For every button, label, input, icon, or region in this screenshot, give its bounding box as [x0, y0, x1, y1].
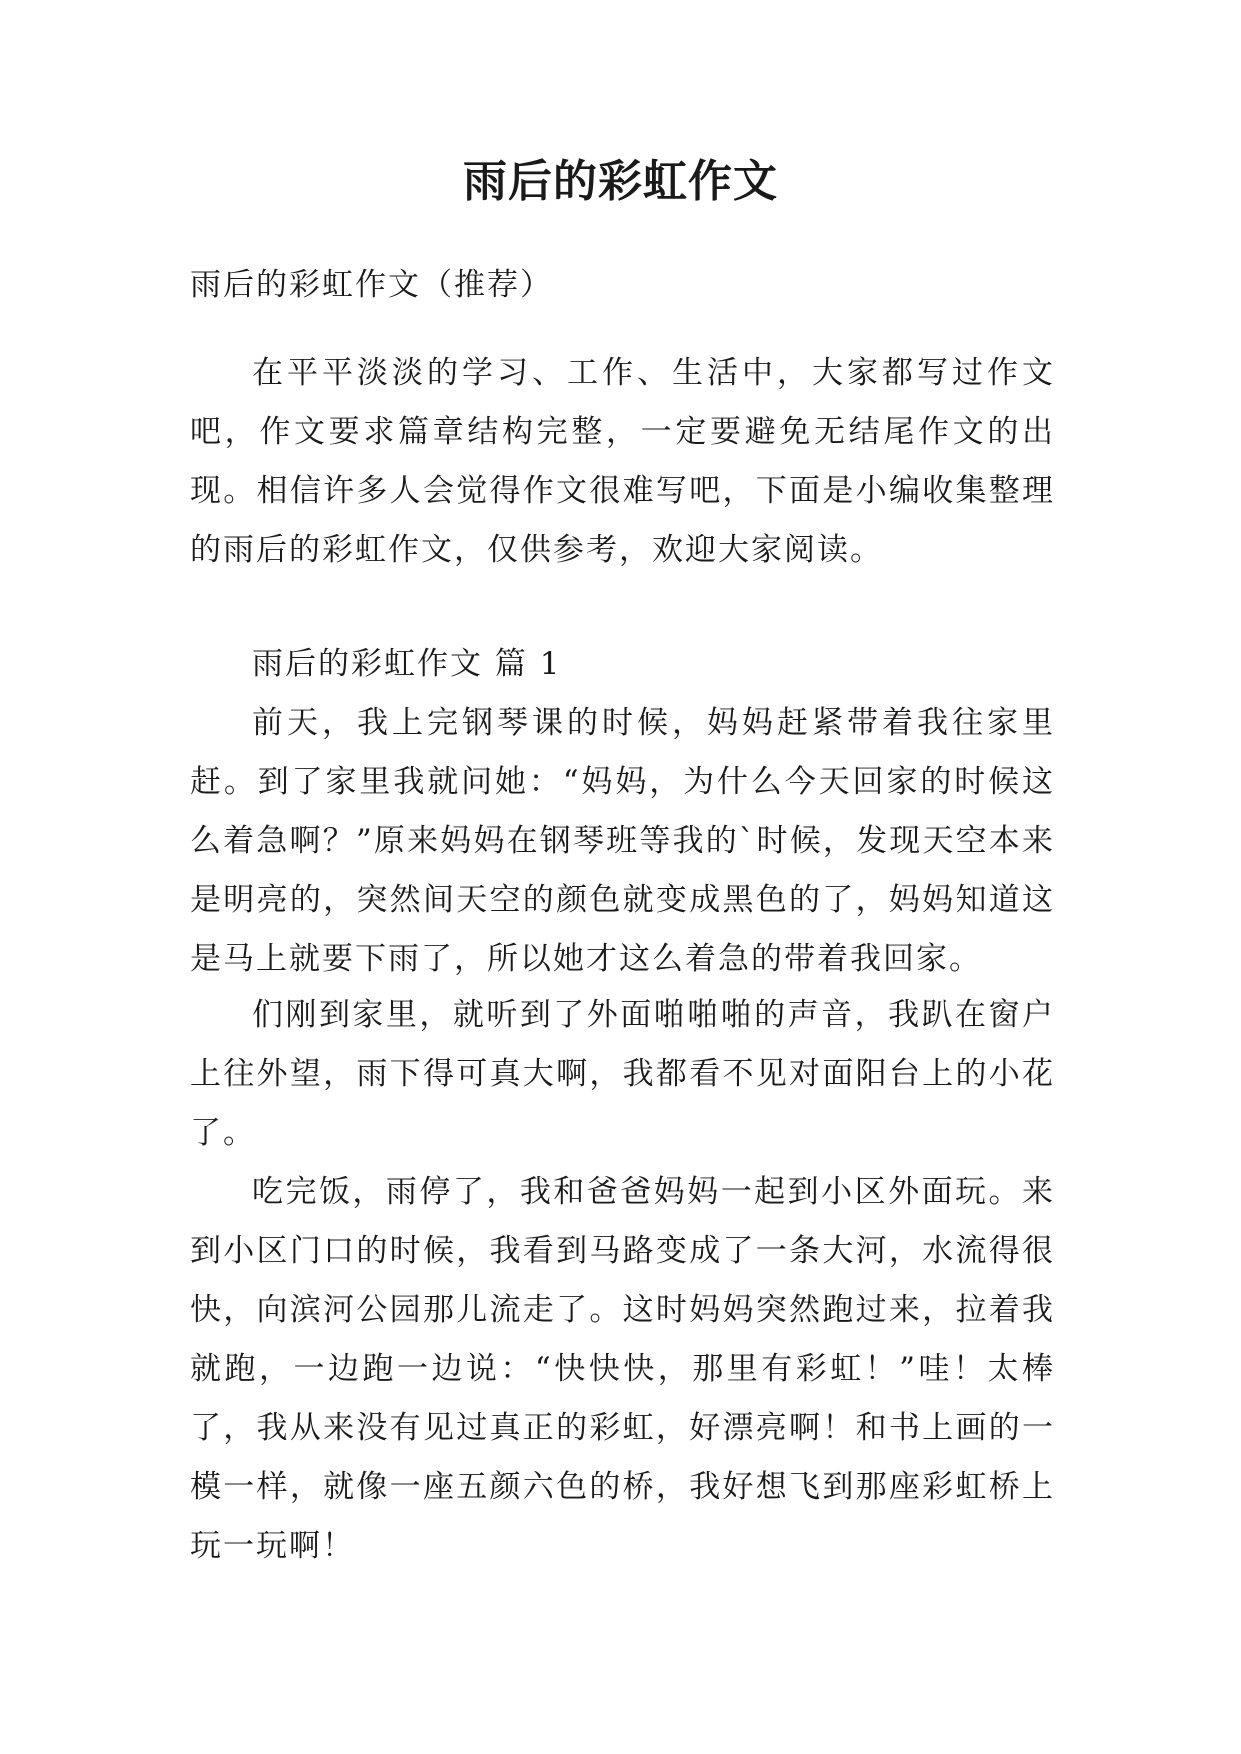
- page-title: 雨后的彩虹作文: [463, 156, 778, 207]
- subtitle: 雨后的彩虹作文（推荐）: [190, 267, 553, 303]
- section-heading: 雨后的彩虹作文 篇 1: [252, 646, 562, 682]
- intro-paragraph: 在平平淡淡的学习、工作、生活中，大家都写过作文吧，作文要求篇章结构完整，一定要避免无结尾作文的出现。相信许多人会觉得作文很难写吧，下面是小编收集整理的雨后的彩虹作文，仅供参考，欢迎大家阅读。: [190, 355, 1055, 568]
- body-paragraph-3: 吃完饭，雨停了，我和爸爸妈妈一起到小区外面玩。来到小区门口的时候，我看到马路变成了一条大河，水流得很快，向滨河公园那儿流走了。这时妈妈突然跑过来，拉着我就跑，一边跑一边说：“快快快，那里有彩虹！”哇！太棒了，我从来没有见过真正的彩虹，好漂亮啊！和书上画的一模一样，就像一座五颜六色的桥，我好想飞到那座彩虹桥上玩一玩啊！: [190, 1174, 1055, 1564]
- body-paragraph-1: 前天，我上完钢琴课的时候，妈妈赶紧带着我往家里赶。到了家里我就问她：“妈妈，为什么今天回家的时候这么着急啊？”原来妈妈在钢琴班等我的`时候，发现天空本来是明亮的，突然间天空的颜色就变成黑色的了，妈妈知道这是马上就要下雨了，所以她才这么着急的带着我回家。: [190, 705, 1055, 977]
- body-paragraph-2: 们刚到家里，就听到了外面啪啪啪的声音，我趴在窗户上往外望，雨下得可真大啊，我都看不见对面阳台上的小花了。: [190, 997, 1055, 1151]
